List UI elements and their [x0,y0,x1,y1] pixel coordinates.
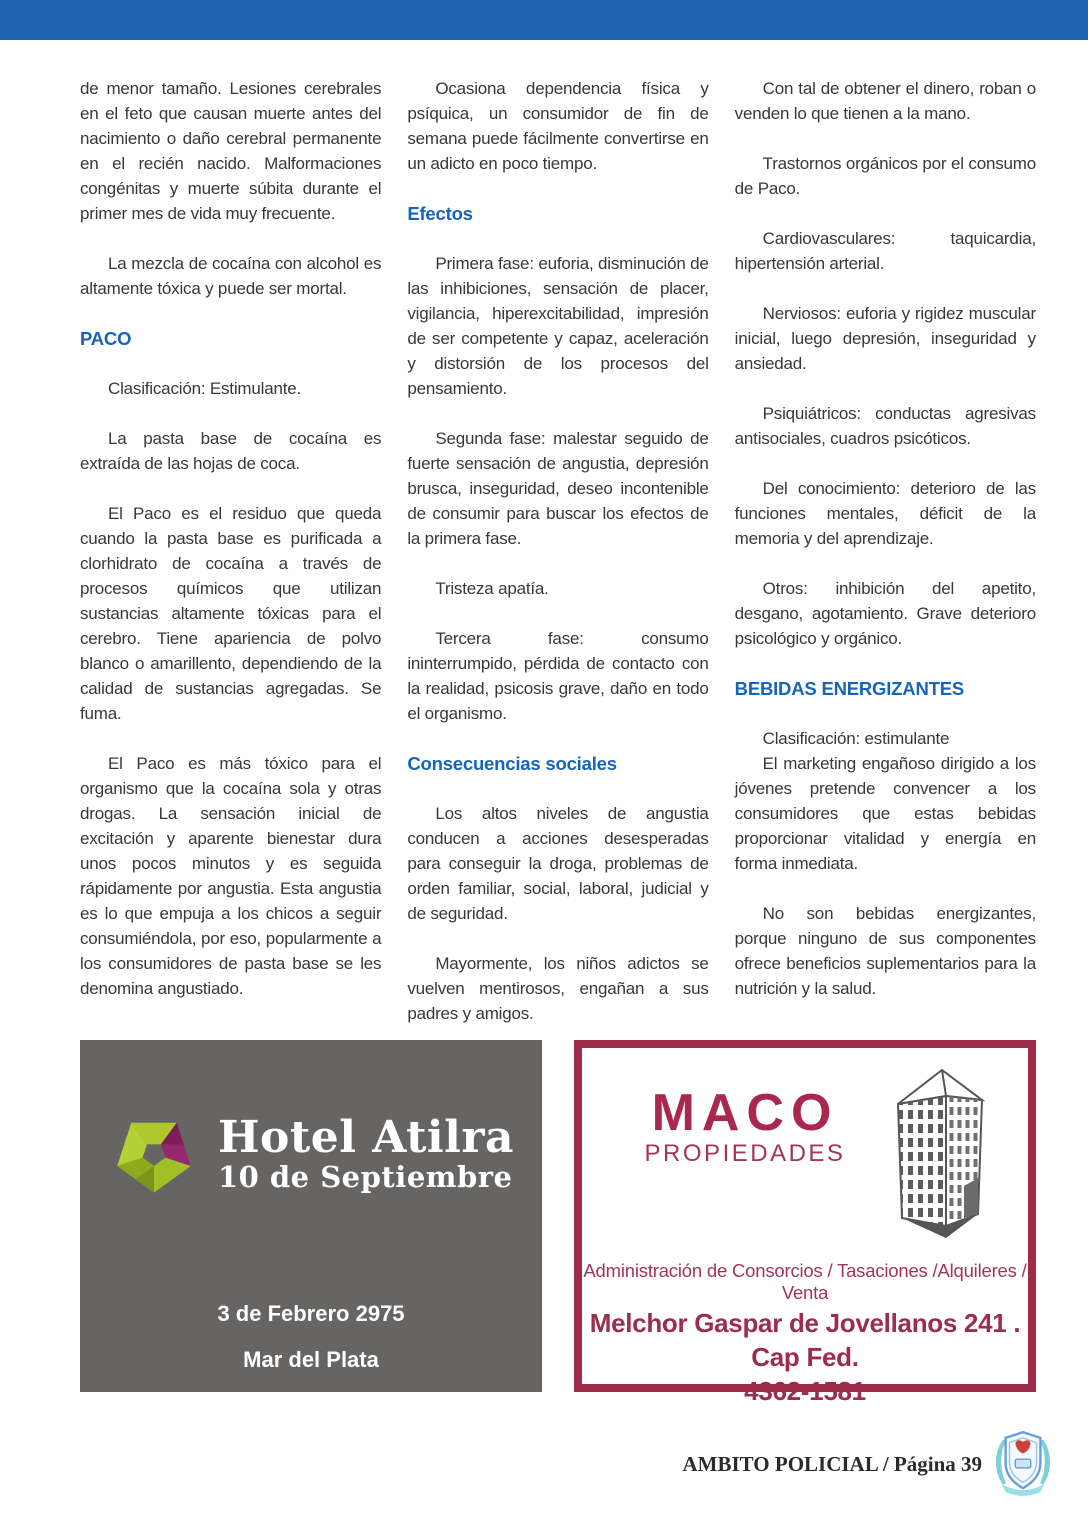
article-paragraph: Mayormente, los niños adictos se vuelven mentirosos, engañan a sus padres y amigos. [407,954,709,1023]
maco-address-block [582,1306,1028,1408]
hotel-city: Mar del Plata [243,1347,379,1372]
section-heading: PACO [80,328,132,349]
section-heading: Efectos [407,203,473,224]
article-paragraph: Psiquiátricos: conductas agresivas antisociales, cuadros psicóticos. [734,404,1036,448]
article-paragraph: Trastornos orgánicos por el consumo de Paco. [734,154,1036,198]
article-paragraph: de menor tamaño. Lesiones cerebrales en el feto que causan muerte antes del nacimiento o daño cerebral permanente en el recién nacido. Malformaciones congénitas y muerte súbita durante el primer mes de vida muy frecuente. [80,79,382,223]
hotel-logo-text [217,1112,515,1194]
article-paragraph: La pasta base de cocaína es extraída de las hojas de coca. [80,429,382,473]
article-paragraph: Los altos niveles de angustia conducen a acciones desesperadas para conseguir la droga, problemas de orden familiar, social, laboral, judicial y de seguridad. [407,804,709,923]
article-paragraph: El marketing engañoso dirigido a los jóvenes pretende convencer a los consumidores que estas bebidas proporcionar vitalidad y energía en forma inmediata. [734,754,1036,873]
pinwheel-pentagon-logo-icon [108,1106,200,1202]
building-illustration-icon [876,1066,1000,1246]
hotel-location [80,1302,542,1372]
article-paragraph: Tercera fase: consumo ininterrumpido, pérdida de contacto con la realidad, psicosis grave, daño en todo el organismo. [407,629,709,723]
article-paragraph: Primera fase: euforia, disminución de las inhibiciones, sensación de placer, vigilancia, hiperexcitabilidad, impresión de ser competente y capaz, aceleración y distorsión de los procesos del pensamiento. [407,254,709,398]
maco-phone: 4362-1581 [744,1376,866,1406]
article-paragraph: Clasificación: Estimulante. [108,379,302,398]
article-paragraph: No son bebidas energizantes, porque ninguno de sus componentes ofrece beneficios suplementarios para la nutrición y la salud. [734,904,1036,998]
top-blue-bar [0,0,1088,40]
hotel-street: 3 de Febrero 2975 [217,1301,405,1326]
maco-brand-block [630,1086,860,1168]
article-paragraph: El Paco es el residuo que queda cuando la pasta base es purificada a clorhidrato de cocaína a través de procesos químicos que utilizan sustancias altamente tóxicas para el cerebro. Tiene apariencia de polvo blanco o amarillento, dependiendo de la calidad de sustancias agregadas. Se fuma. [80,504,382,723]
article-columns [80,76,1036,1051]
article-paragraph: Nerviosos: euforia y rigidez muscular inicial, luego depresión, inseguridad y ansiedad. [734,304,1036,373]
footer-page-label: AMBITO POLICIAL / Página 39 [682,1451,982,1476]
hotel-subname: 10 de Septiembre [217,1160,513,1194]
maco-street-address: Melchor Gaspar de Jovellanos 241 . Cap Fed. [589,1308,1021,1372]
article-column [735,76,1036,1051]
article-column [80,76,381,1051]
maco-brand-subtitle: PROPIEDADES [644,1140,846,1167]
hotel-name: Hotel Atilra [217,1112,515,1163]
maco-brand-name: MACO [651,1084,839,1142]
article-paragraph: Cardiovasculares: taquicardia, hipertensión arterial. [734,229,1036,273]
article-paragraph: Otros: inhibición del apetito, desgano, agotamiento. Grave deterioro psicológico y orgánico. [734,579,1036,648]
police-crest-icon [994,1428,1052,1500]
article-paragraph: Tristeza apatía. [435,579,549,598]
article-paragraph: Del conocimiento: deterioro de las funciones mentales, déficit de la memoria y del aprendizaje. [734,479,1036,548]
article-column [407,76,708,1051]
maco-propiedades-ad [574,1040,1036,1406]
hotel-logo-row [80,1106,542,1202]
maco-services-line: Administración de Consorcios / Tasaciones /Alquileres / Venta [583,1260,1027,1303]
section-heading: Consecuencias sociales [407,753,617,774]
article-paragraph: Ocasiona dependencia física y psíquica, un consumidor de fin de semana puede fácilmente convertirse en un adicto en poco tiempo. [407,79,709,173]
article-paragraph: Clasificación: estimulante [762,729,950,748]
advertisements-row [80,1040,1036,1406]
article-paragraph: Segunda fase: malestar seguido de fuerte sensación de angustia, depresión brusca, inseguridad, deseo incontenible de consumir para buscar los efectos de la primera fase. [407,429,709,548]
section-heading: BEBIDAS ENERGIZANTES [734,678,964,699]
page-footer [683,1428,1053,1500]
hotel-atilra-ad [80,1040,542,1392]
article-paragraph: El Paco es más tóxico para el organismo que la cocaína sola y otras drogas. La sensación inicial de excitación y aparente bienestar dura unos pocos minutos y es seguida rápidamente por angustia. Esta angustia es lo que empuja a los chicos a seguir consumiéndola, por eso, popularmente a los consumidores de pasta base se les denomina angustiado. [80,754,382,998]
article-paragraph: La mezcla de cocaína con alcohol es altamente tóxica y puede ser mortal. [80,254,382,298]
article-paragraph: Con tal de obtener el dinero, roban o venden lo que tienen a la mano. [734,79,1036,123]
